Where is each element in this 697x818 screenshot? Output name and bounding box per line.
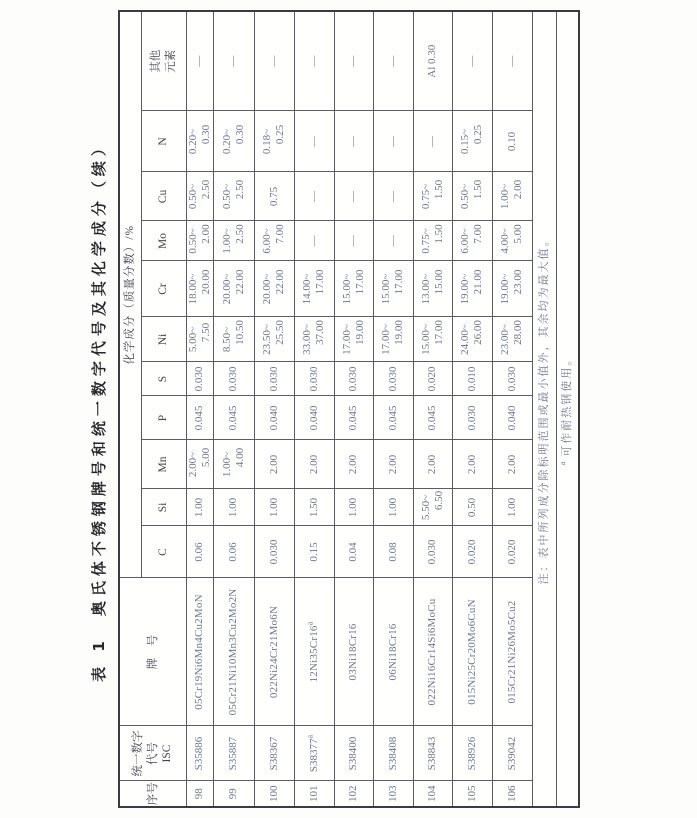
value-cell-mn: 1.00~ 4.00 [213,440,254,489]
value-cell-s: 0.020 [413,362,452,396]
value-cell-n: — [334,111,373,172]
value-cell-si: 1.00 [213,489,254,526]
table-row [334,11,373,807]
value-cell-other: — [373,11,413,111]
table-row [373,11,413,807]
value-cell-other: Al 0.30 [413,11,452,111]
grade-cell: 022Ni16Cr14Si6MoCu [413,578,452,726]
value-cell-c: 0.030 [254,526,294,578]
value-cell-ni: 17.00~ 19.00 [334,317,373,362]
header-other-line1: 其他 [150,49,163,73]
value-cell-si: 1.00 [334,489,373,526]
row-index-cell: 106 [492,781,532,807]
value-cell-other: — [452,11,492,111]
unified-code-cell: S38400 [334,726,373,781]
value-cell-mn: 2.00 [334,440,373,489]
row-index-cell: 101 [294,781,334,807]
value-cell-n: — [373,111,413,172]
value-cell-mn: 2.00 [254,440,294,489]
header-element-c: C [141,526,186,578]
value-cell-mn: 2.00 [452,440,492,489]
row-index-cell: 99 [213,781,254,807]
header-element-cu: Cu [141,172,186,221]
value-cell-cr: 20.00~ 22.00 [254,261,294,317]
value-cell-ni: 17.00~ 19.00 [373,317,413,362]
value-cell-s: 0.030 [213,362,254,396]
value-cell-s: 0.030 [186,362,213,396]
table-row [294,11,334,807]
header-element-cr: Cr [141,261,186,317]
unified-code-cell: S39042 [492,726,532,781]
value-cell-mo: — [294,221,334,261]
value-cell-s: 0.010 [452,362,492,396]
table-row [254,11,294,807]
row-index-cell: 102 [334,781,373,807]
value-cell-cr: 13.00~ 15.00 [413,261,452,317]
table-note [532,11,556,807]
header-element-mo: Mo [141,221,186,261]
header-other-elements [141,11,186,111]
value-cell-p: 0.045 [373,396,413,440]
value-cell-cr: 19.00~ 23.00 [492,261,532,317]
unified-code-cell: S38408 [373,726,413,781]
value-cell-ni: 5.00~ 7.50 [186,317,213,362]
table-body [186,11,532,807]
value-cell-cr: 15.00~ 17.00 [334,261,373,317]
row-index-cell: 105 [452,781,492,807]
value-cell-other: — [492,11,532,111]
value-cell-cr: 20.00~ 22.00 [213,261,254,317]
table-footnote-text: 可作耐热钢使用。 [561,352,574,457]
header-element-ni: Ni [141,317,186,362]
value-cell-cu: 0.75~ 1.50 [413,172,452,221]
value-cell-n: — [294,111,334,172]
value-cell-mn: 2.00 [492,440,532,489]
value-cell-cu: 1.00~ 2.00 [492,172,532,221]
value-cell-cu: 0.50~ 2.50 [186,172,213,221]
header-other-line2: 元素 [164,49,177,73]
value-cell-other: — [186,11,213,111]
table-note-text: 注：表中所列成分除标明范围或最小值外，其余均为最大值。 [537,233,550,585]
header-element-n: N [141,111,186,172]
value-cell-n: — [413,111,452,172]
value-cell-ni: 23.00~ 28.00 [492,317,532,362]
value-cell-cr: 15.00~ 17.00 [373,261,413,317]
unified-code-cell: S38843 [413,726,452,781]
grade-cell: 06Ni18Cr16 [373,578,413,726]
table-row [492,11,532,807]
unified-code-cell: S38367 [254,726,294,781]
unified-code-cell: S35887 [213,726,254,781]
value-cell-c: 0.04 [334,526,373,578]
value-cell-n: 0.18~ 0.25 [254,111,294,172]
value-cell-cr: 14.00~ 17.00 [294,261,334,317]
header-composition: 化学成分（质量分数）/% [119,11,141,578]
value-cell-cu: 0.75 [254,172,294,221]
value-cell-p: 0.045 [213,396,254,440]
footnote-marker: a [558,459,568,466]
value-cell-si: 1.00 [254,489,294,526]
header-grade: 牌 号 [119,578,186,726]
grade-cell: 12Ni35Cr16$^a$ [294,578,334,726]
header-unified-code-line3: ISC [160,744,173,763]
value-cell-p: 0.045 [413,396,452,440]
value-cell-c: 0.06 [213,526,254,578]
value-cell-mo: — [334,221,373,261]
value-cell-n: 0.10 [492,111,532,172]
unified-code-cell: S35886 [186,726,213,781]
value-cell-c: 0.15 [294,526,334,578]
value-cell-cu: 0.50~ 2.50 [213,172,254,221]
value-cell-c: 0.030 [413,526,452,578]
value-cell-p: 0.045 [334,396,373,440]
value-cell-p: 0.040 [492,396,532,440]
value-cell-mn: 2.00 [373,440,413,489]
value-cell-s: 0.030 [254,362,294,396]
header-element-mn: Mn [141,440,186,489]
header-row-spanner [119,11,141,807]
note-row [532,11,556,807]
value-cell-mo: 6.00~ 7.00 [452,221,492,261]
table-row [413,11,452,807]
value-cell-cu: 0.50~ 1.50 [452,172,492,221]
value-cell-cu: — [294,172,334,221]
grade-cell: 022Ni24Cr21Mo6N [254,578,294,726]
row-index-cell: 100 [254,781,294,807]
table-row [186,11,213,807]
table-notes [532,11,579,807]
value-cell-cr: 19.00~ 21.00 [452,261,492,317]
table-footnote [556,11,579,807]
value-cell-mo: 6.00~ 7.00 [254,221,294,261]
grade-cell: 015Ni25Cr20Mo6CuN [452,578,492,726]
value-cell-c: 0.08 [373,526,413,578]
value-cell-n: 0.15~ 0.25 [452,111,492,172]
header-unified-code-line2: 代号 [146,742,159,765]
value-cell-si: 0.50 [452,489,492,526]
value-cell-si: 1.00 [186,489,213,526]
grade-cell: 015Cr21Ni26Mo5Cu2 [492,578,532,726]
table-row [452,11,492,807]
value-cell-mo: 0.50~ 2.00 [186,221,213,261]
value-cell-cu: — [334,172,373,221]
value-cell-other: — [213,11,254,111]
value-cell-mn: 2.00 [413,440,452,489]
header-element-si: Si [141,489,186,526]
value-cell-mo: — [373,221,413,261]
value-cell-p: 0.040 [294,396,334,440]
value-cell-ni: 24.00~ 26.00 [452,317,492,362]
footnote-row [556,11,579,807]
value-cell-ni: 15.00~ 17.00 [413,317,452,362]
value-cell-ni: 8.50~ 10.50 [213,317,254,362]
grade-cell: 03Ni18Cr16 [334,578,373,726]
value-cell-si: 1.00 [373,489,413,526]
row-index-cell: 104 [413,781,452,807]
value-cell-mo: 0.75~ 1.50 [413,221,452,261]
value-cell-s: 0.030 [334,362,373,396]
value-cell-si: 5.50~ 6.50 [413,489,452,526]
value-cell-mo: 4.00~ 5.00 [492,221,532,261]
value-cell-ni: 23.50~ 25.50 [254,317,294,362]
value-cell-s: 0.030 [373,362,413,396]
value-cell-c: 0.020 [452,526,492,578]
header-element-p: P [141,396,186,440]
value-cell-c: 0.06 [186,526,213,578]
value-cell-other: — [254,11,294,111]
value-cell-p: 0.030 [452,396,492,440]
steel-composition-table [118,10,580,808]
value-cell-mn: 2.00 [294,440,334,489]
value-cell-mn: 2.00~ 5.00 [186,440,213,489]
table-title: 表 1 奥氏体不锈钢牌号和统一数字代号及其化学成分（续） [90,136,108,682]
unified-code-cell: S38377$^a$ [294,726,334,781]
value-cell-n: 0.20~ 0.30 [186,111,213,172]
value-cell-s: 0.030 [492,362,532,396]
value-cell-p: 0.040 [254,396,294,440]
value-cell-c: 0.020 [492,526,532,578]
table-row [213,11,254,807]
value-cell-p: 0.045 [186,396,213,440]
value-cell-other: — [334,11,373,111]
value-cell-si: 1.00 [492,489,532,526]
unified-code-cell: S38926 [452,726,492,781]
row-index-cell: 103 [373,781,413,807]
value-cell-mo: 1.00~ 2.50 [213,221,254,261]
value-cell-other: — [294,11,334,111]
header-unified-code [119,726,186,781]
value-cell-si: 1.50 [294,489,334,526]
value-cell-s: 0.030 [294,362,334,396]
grade-cell: 05Cr19Ni6Mn4Cu2MoN [186,578,213,726]
header-unified-code-line1: 统一数字 [132,730,145,777]
grade-cell: 05Cr21Ni10Mn3Cu2Mo2N [213,578,254,726]
value-cell-cr: 18.00~ 20.00 [186,261,213,317]
header-index: 序号 [119,781,186,807]
value-cell-n: 0.20~ 0.30 [213,111,254,172]
header-element-s: S [141,362,186,396]
row-index-cell: 98 [186,781,213,807]
value-cell-cu: — [373,172,413,221]
value-cell-ni: 33.00~ 37.00 [294,317,334,362]
